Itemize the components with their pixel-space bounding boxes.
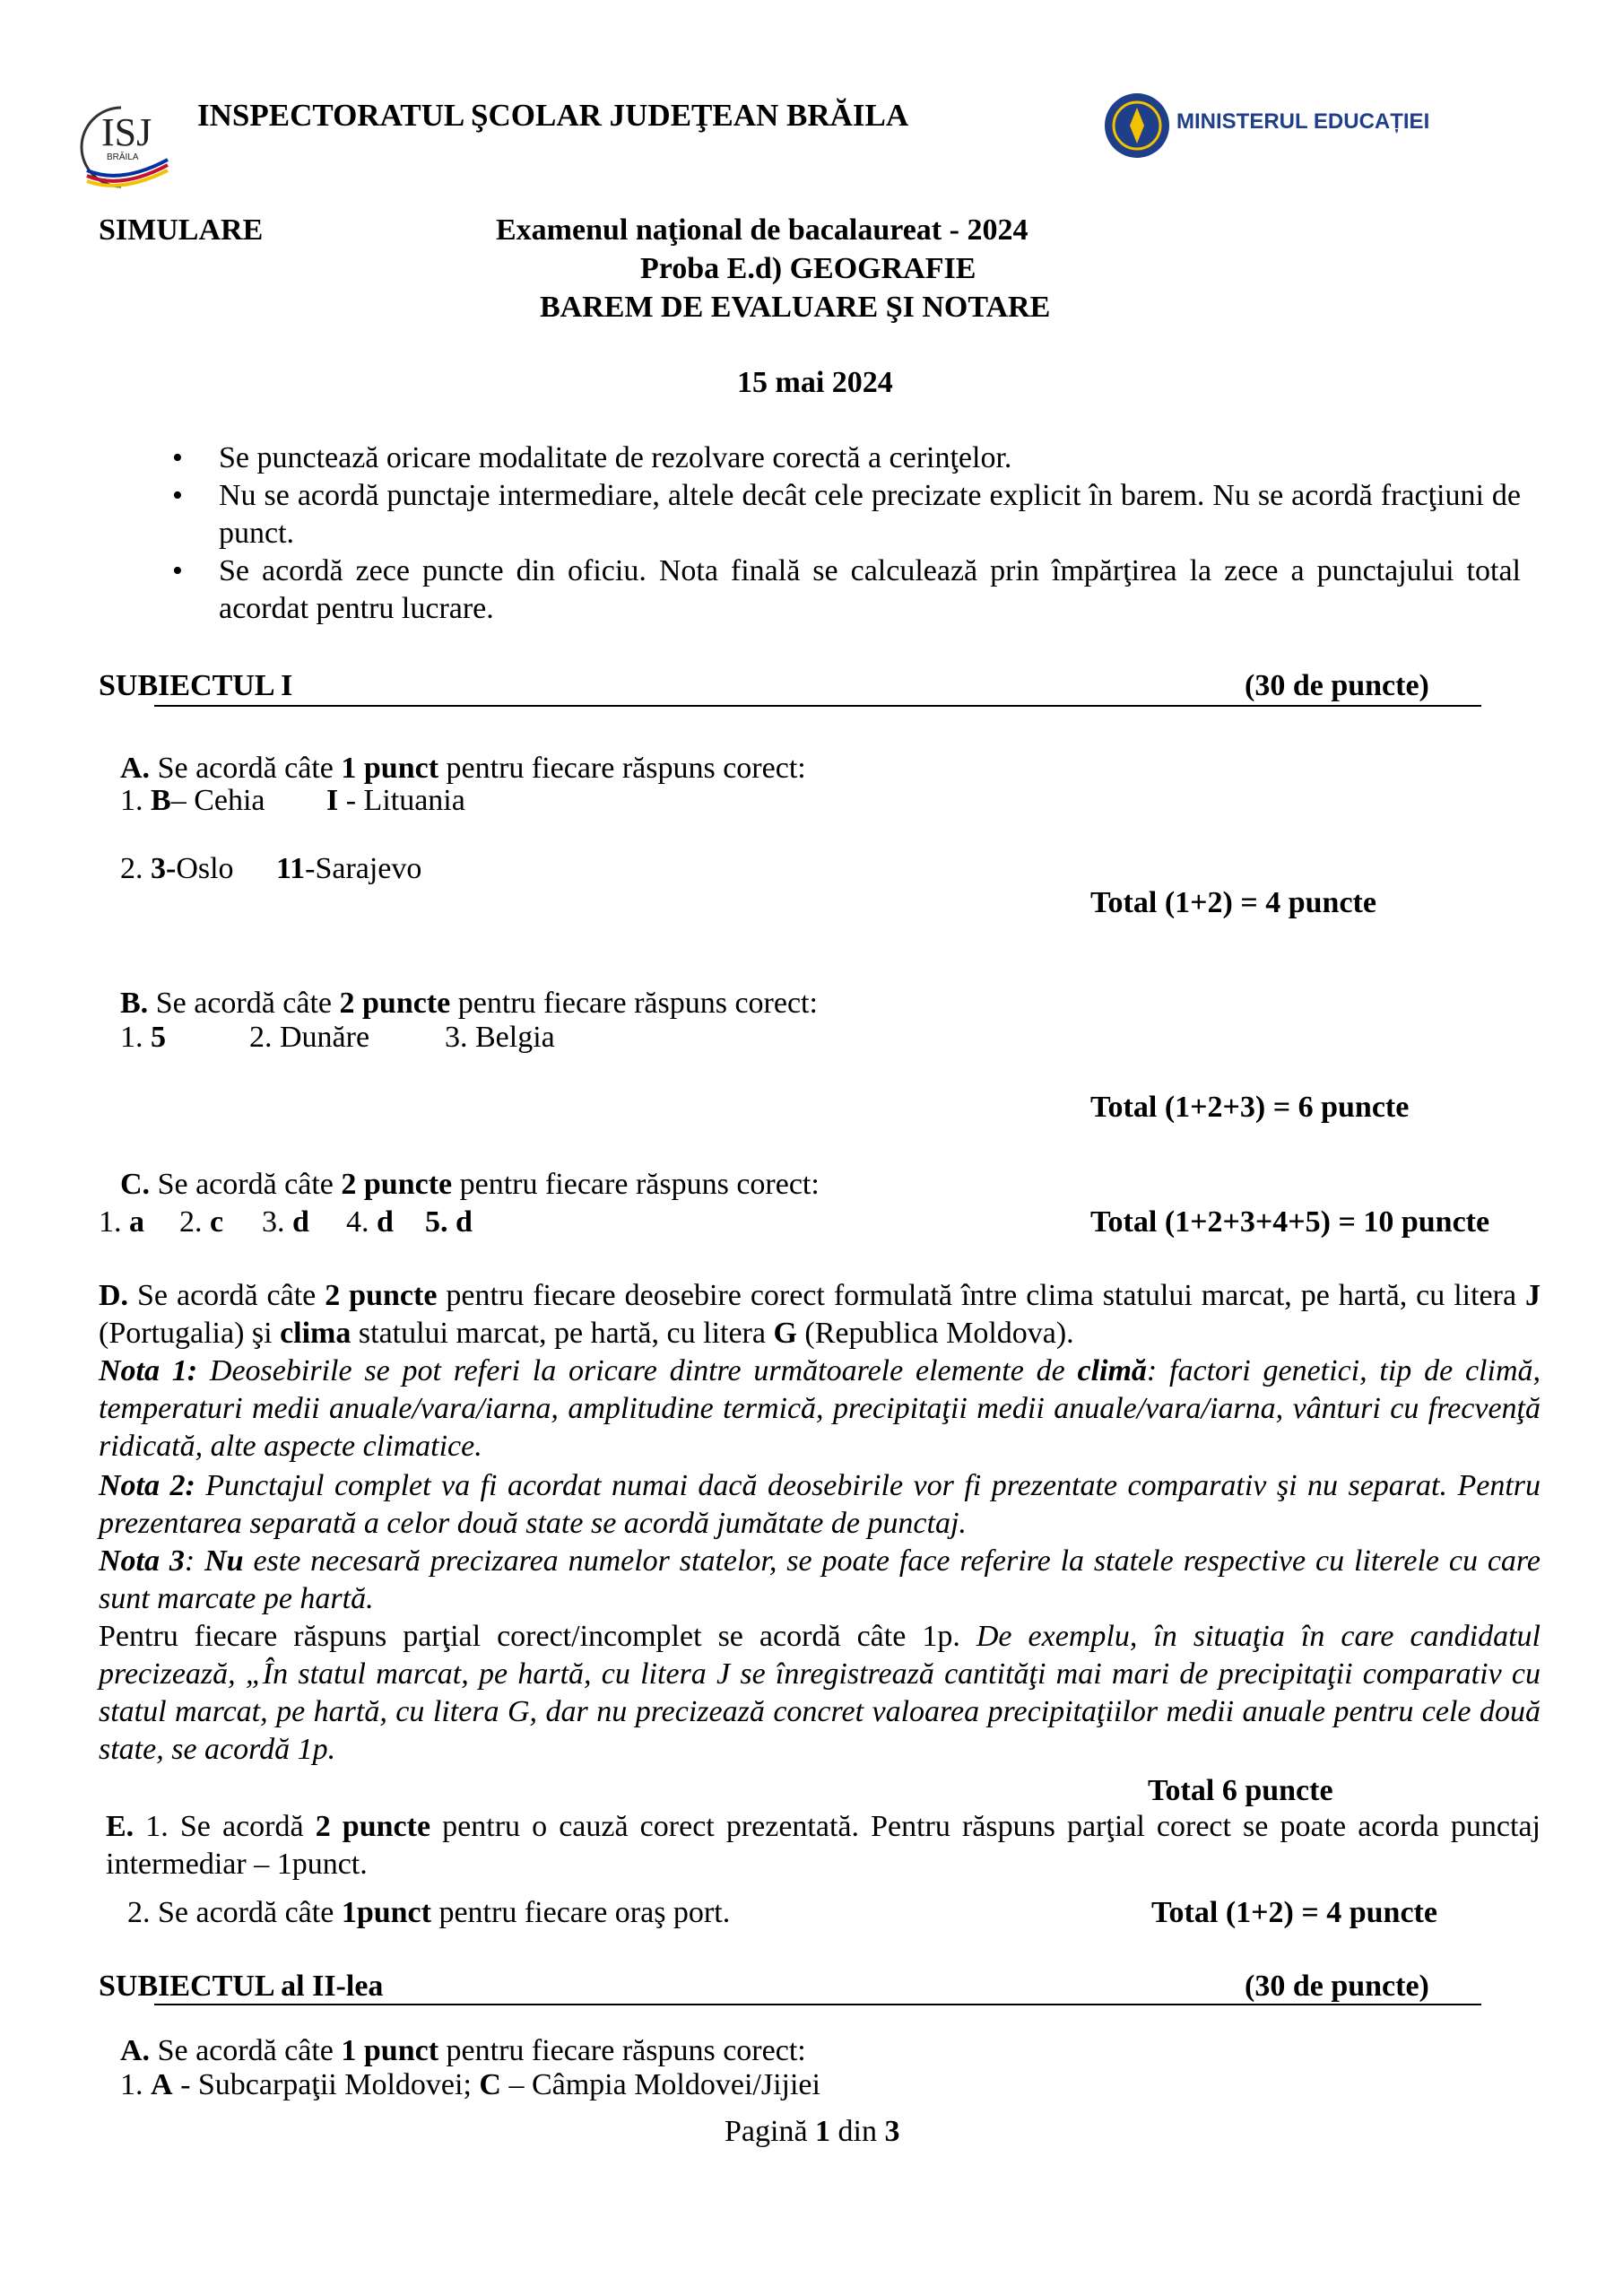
s1-e-item-1: E. 1. Se acordă 2 puncte pentru o cauză corect prezentată. Pentru răspuns parţial corect se poate acorda punctaj intermediar – 1punct.: [106, 1810, 1541, 1881]
s2-a-instruction: A. Se acordă câte 1 punct pentru fiecare răspuns corect:: [120, 2034, 806, 2067]
s1-c-answer: 3. d: [262, 1205, 309, 1239]
rule-item: • Nu se acordă punctaje intermediare, altele decât cele precizate explicit în barem. Nu se acordă fracţiuni de punct.: [219, 477, 1521, 552]
s1-c-answer: 4. d: [346, 1205, 394, 1239]
s1-a-answer-2b: 11-Sarajevo: [276, 852, 422, 885]
section-title: SUBIECTUL al II-lea: [99, 1970, 384, 2003]
page-number: Pagină 1 din 3: [725, 2115, 900, 2148]
s1-c-instruction: C. Se acordă câte 2 puncte pentru fiecare răspuns corect:: [120, 1168, 820, 1201]
section-underline: [154, 705, 1481, 707]
s1-b-total: Total (1+2+3) = 6 puncte: [1090, 1091, 1410, 1124]
simulare-label: SIMULARE: [99, 213, 264, 247]
s1-d-note-1: Nota 1: Deosebirile se pot referi la oricare dintre următoarele elemente de climă: factori genetici, tip de climă, temperaturi medii anuale/vara/iarna, amplitudine termică, precipitaţii medii anuale/vara/iarna, vânturi cu frecvenţă ridicată, alte aspecte climatice.: [99, 1354, 1541, 1463]
s1-b-answer-3: 3. Belgia: [445, 1021, 555, 1054]
s1-d-instruction: D. Se acordă câte 2 puncte pentru fiecare deosebire corect formulată între clima statului marcat, pe hartă, cu litera J (Portugalia) şi clima statului marcat, pe hartă, cu litera G (Republica Moldova).: [99, 1279, 1541, 1350]
s2-a-answer-1: 1. A - Subcarpaţii Moldovei; C – Câmpia Moldovei/Jijiei: [120, 2068, 820, 2101]
s1-c-answer: 1. a: [99, 1205, 144, 1239]
s1-e-item-2: 2. Se acordă câte 1punct pentru fiecare oraş port.: [127, 1896, 731, 1929]
s1-b-instruction: B. Se acordă câte 2 puncte pentru fiecare răspuns corect:: [120, 987, 818, 1020]
svg-text:BRĂILA: BRĂILA: [107, 152, 139, 162]
isj-braila-logo: [67, 100, 173, 190]
rule-item: • Se punctează oricare modalitate de rezolvare corectă a cerinţelor.: [219, 439, 1521, 477]
s1-e-total: Total (1+2) = 4 puncte: [1151, 1896, 1437, 1929]
s1-b-answer-1: 1. 5: [120, 1021, 166, 1054]
section-points: (30 de puncte): [1245, 1970, 1429, 2003]
s1-d-partial: Pentru fiecare răspuns parţial corect/incomplet se acordă câte 1p. De exemplu, în situaţia în care candidatul precizează, „În statul marcat, pe hartă, cu litera J se înregistrează cantităţi mai mari de precipitaţii comparativ cu statul marcat, pe hartă, cu litera G, dar nu precizează concret valoarea precipitaţiilor medii anuale pentru cele două state, se acordă 1p.: [99, 1620, 1541, 1766]
section-title: SUBIECTUL I: [99, 669, 293, 702]
s1-b-answer-2: 2. Dunăre: [249, 1021, 370, 1054]
s1-d-note-3: Nota 3: Nu este necesară precizarea numelor statelor, se poate face referire la statele respective cu literele cu care sunt marcate pe hartă.: [99, 1544, 1541, 1615]
s1-a-answer-2: 2. 3-Oslo: [120, 852, 234, 885]
s1-a-answer-1: 1. B– Cehia: [120, 784, 265, 817]
s1-a-total: Total (1+2) = 4 puncte: [1090, 886, 1376, 919]
s1-c-answer: 2. c: [179, 1205, 224, 1239]
ministry-name: MINISTERUL EDUCAȚIEI: [1176, 109, 1430, 134]
svg-text:ISJ: ISJ: [101, 110, 152, 154]
exam-date: 15 mai 2024: [737, 366, 893, 399]
section-points: (30 de puncte): [1245, 669, 1429, 702]
rule-item: • Se acordă zece puncte din oficiu. Nota finală se calculează prin împărţirea la zece a punctajului total acordat pentru lucrare.: [219, 552, 1521, 628]
exam-barem: BAREM DE EVALUARE ŞI NOTARE: [540, 291, 1051, 324]
s1-d-note-2: Nota 2: Punctajul complet va fi acordat numai dacă deosebirile vor fi prezentate comparativ şi nu separat. Pentru prezentarea separată a celor două state se acordă jumătate de punctaj.: [99, 1469, 1541, 1540]
exam-subject: Proba E.d) GEOGRAFIE: [640, 252, 976, 285]
s1-c-answer: 5. d: [425, 1205, 473, 1239]
s1-c-total: Total (1+2+3+4+5) = 10 puncte: [1090, 1205, 1490, 1239]
s1-a-answer-1b: I - Lituania: [326, 784, 465, 817]
exam-title: Examenul naţional de bacalaureat - 2024: [496, 213, 1028, 247]
inspectorate-title: INSPECTORATUL ŞCOLAR JUDEŢEAN BRĂILA: [197, 98, 909, 133]
ministry-emblem: [1101, 90, 1184, 161]
s1-a-instruction: A. Se acordă câte 1 punct pentru fiecare răspuns corect:: [120, 752, 806, 785]
s1-d-total: Total 6 puncte: [1148, 1774, 1333, 1807]
